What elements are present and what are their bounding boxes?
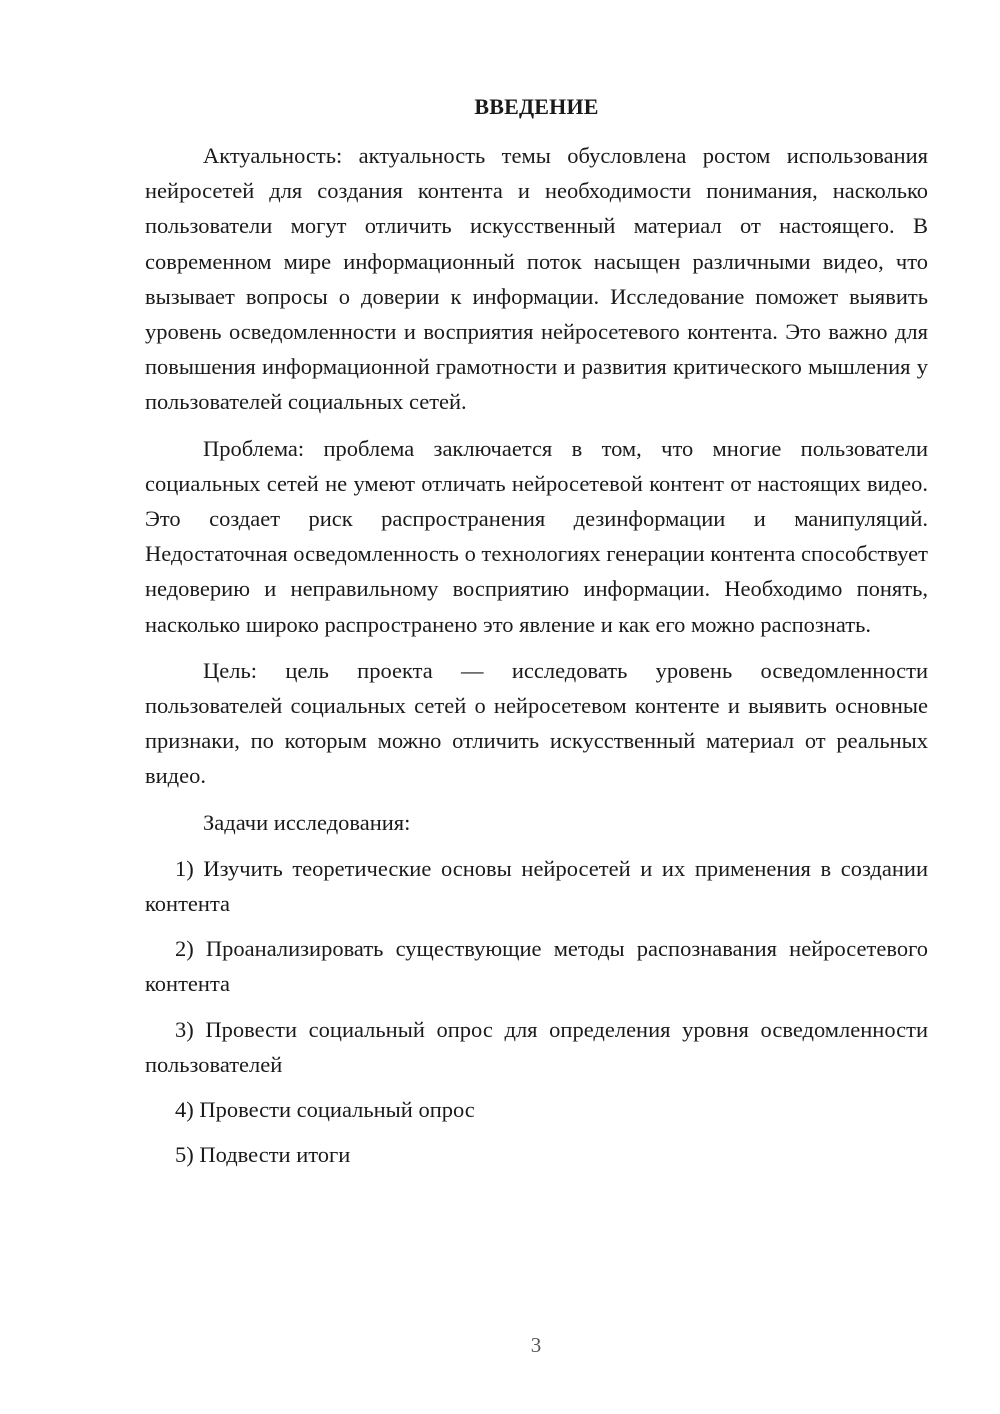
task-item-3: 3) Провести социальный опрос для определения уровня осведомленности пользователей xyxy=(145,1016,928,1077)
task-item-1: 1) Изучить теоретические основы нейросетей и их применения в создании контента xyxy=(145,855,928,917)
paragraph-goal: Цель: цель проекта — исследовать уровень осведомленности пользователей социальных сетей о нейросетевом контенте и выявить основные признаки, по которым можно отличить искусственный материал от реальных видео. xyxy=(145,657,928,789)
document-page xyxy=(145,90,928,1182)
task-item-2: 2) Проанализировать существующие методы распознавания нейросетевого контента xyxy=(145,936,928,997)
task-item-5: 5) Подвести итоги xyxy=(175,1142,351,1168)
task-item-4: 4) Провести социальный опрос xyxy=(175,1097,475,1123)
tasks-heading: Задачи исследования: xyxy=(203,809,411,835)
paragraph-relevance: Актуальность: актуальность темы обусловлена ростом использования нейросетей для создания контента и необходимости понимания, насколько пользователи могут отличить искусственный материал от настоящего. В современном мире информационный поток насыщен различными видео, что вызывает вопросы о доверии к информации. Исследование поможет выявить уровень осведомленности и восприятия нейросетевого контента. Это важно для повышения информационной грамотности и развития критического мышления у пользователей социальных сетей. xyxy=(145,143,928,415)
section-title: ВВЕДЕНИЕ xyxy=(474,94,599,119)
page-number: 3 xyxy=(530,1333,542,1357)
paragraph-problem: Проблема: проблема заключается в том, что многие пользователи социальных сетей не умеют отличать нейросетевой контент от настоящих видео. Это создает риск распространения дезинформации и манипуляций. Недостаточная осведомленность о технологиях генерации контента способствует недоверию и неправильному восприятию информации. Необходимо понять, насколько широко распространено это явление и как его можно распознать. xyxy=(145,435,928,637)
